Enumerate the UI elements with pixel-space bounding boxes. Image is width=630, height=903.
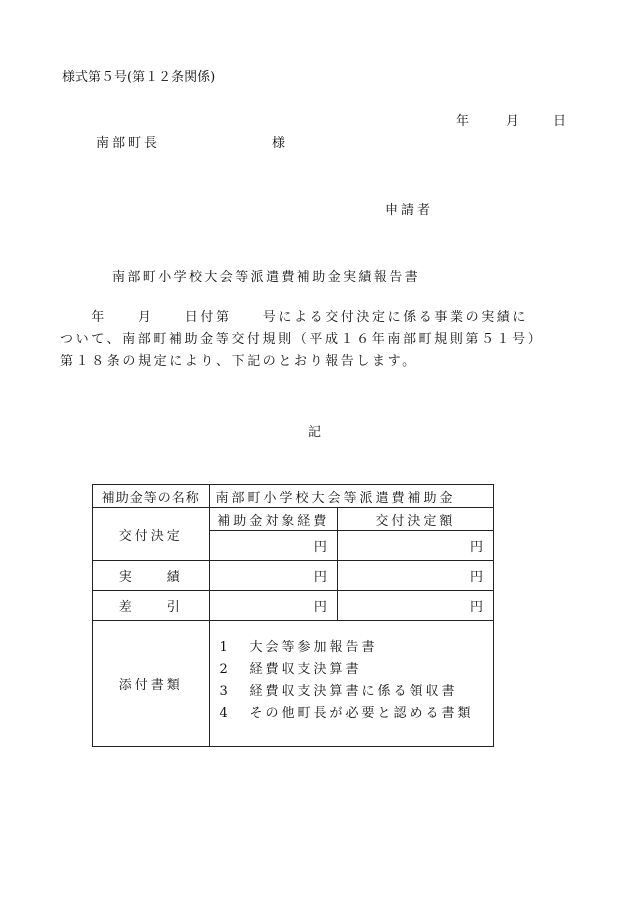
attachment-number: 3 [219,684,228,699]
attachments-list [209,621,493,747]
list-item [220,659,493,681]
report-table [92,484,494,747]
table-row-decision-head [93,508,494,531]
addressee-honorific: 様 [272,136,286,151]
date-day: 日 [553,114,567,129]
attachment-number: 1 [219,640,228,655]
name-label: 補助金等の名称 [93,485,210,508]
date-month: 月 [506,114,520,129]
name-value: 南部町小学校大会等派遣費補助金 [209,485,493,508]
attachment-number: 4 [219,706,228,721]
applicant-label: 申請者 [385,203,434,218]
attachment-text: 経費収支決算書 [249,662,362,677]
table-row-name [93,485,494,508]
decision-expense-yen: 円 [209,531,337,561]
col-expense-header: 補助金対象経費 [209,508,337,531]
date-year: 年 [456,114,470,129]
difference-amount-yen: 円 [337,591,493,621]
form-number: 様式第５号(第１２条関係) [62,70,216,85]
decision-label: 交付決定 [93,508,210,561]
difference-label: 差 引 [93,591,210,621]
difference-expense-yen: 円 [209,591,337,621]
attachment-number: 2 [219,662,228,677]
addressee-name: 南部町長 [96,136,161,151]
table-row-attachments [93,621,494,747]
report-body [60,307,570,373]
attachments-label: 添付書類 [93,621,210,747]
body-line-2: ついて、南部町補助金等交付規則（平成１６年南部町規則第５１号） [60,332,544,347]
ki-label: 記 [308,425,322,440]
actual-expense-yen: 円 [209,561,337,591]
body-line-3: 第１８条の規定により、下記のとおり報告します。 [60,354,418,369]
list-item [220,703,493,725]
attachment-text: その他町長が必要と認める書類 [249,706,474,721]
decision-amount-yen: 円 [337,531,493,561]
attachment-text: 大会等参加報告書 [249,640,378,655]
list-item [220,681,493,703]
table-row-actual [93,561,494,591]
body-line-1: 年 月 日付第 号による交付決定に係る事業の実績に [60,310,529,325]
table-row-difference [93,591,494,621]
list-item [220,637,493,659]
actual-amount-yen: 円 [337,561,493,591]
attachment-text: 経費収支決算書に係る領収書 [249,684,458,699]
actual-label: 実 績 [93,561,210,591]
col-amount-header: 交付決定額 [337,508,493,531]
report-title: 南部町小学校大会等派遣費補助金実績報告書 [112,270,421,285]
